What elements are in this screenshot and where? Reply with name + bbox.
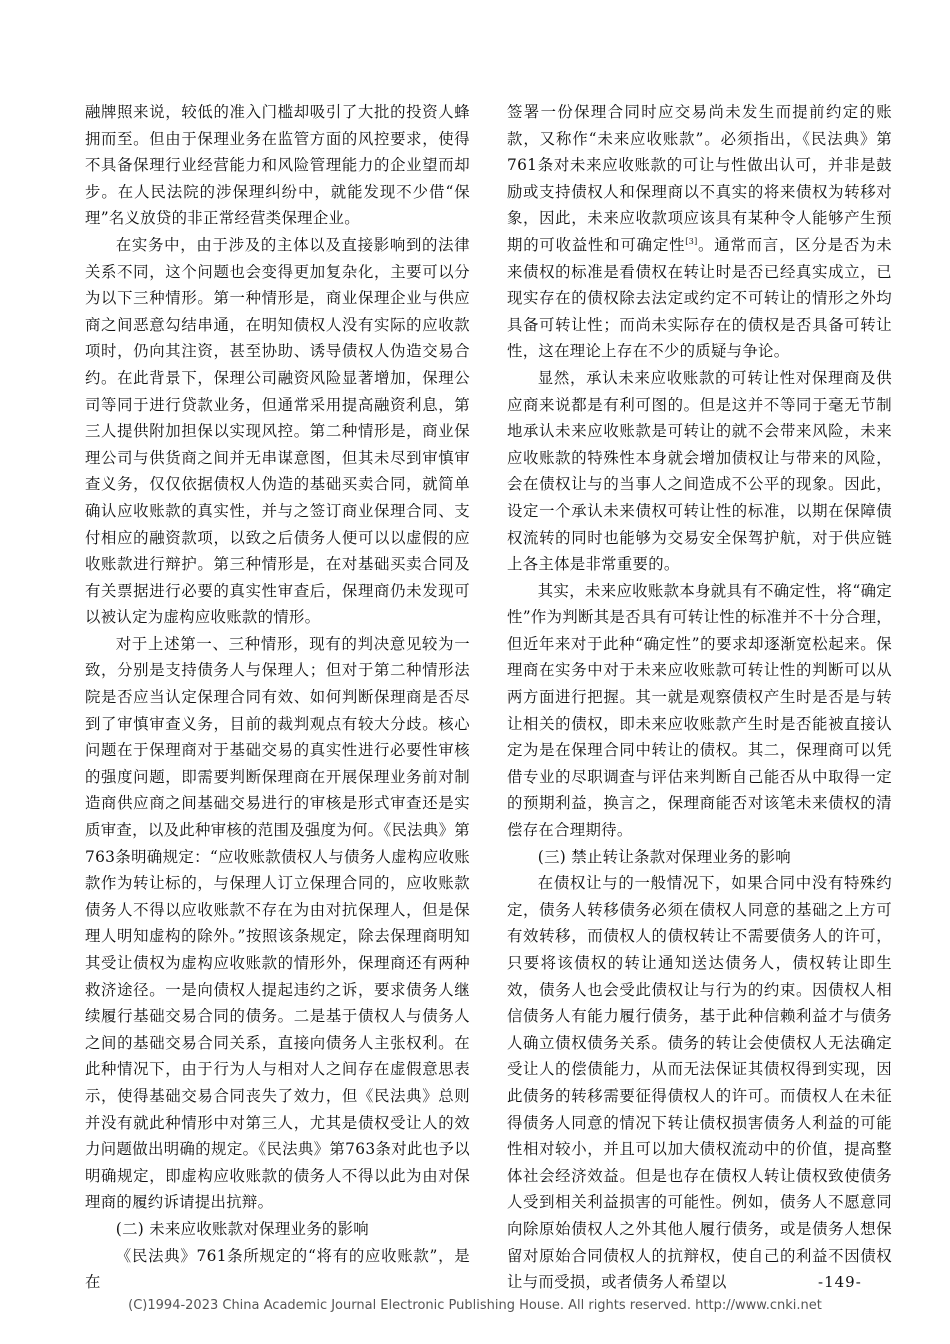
section-heading-prohibition-clause: (三) 禁止转让条款对保理业务的影响: [537, 847, 791, 866]
page-number: -149-: [818, 1273, 862, 1291]
future-text-a: 签署一份保理合同时应交易尚未发生而提前约定的账款，又称作“未来应收账款”。必须指出，《民法典》第761条对未来应收账款的可让与性做出认可，并非是鼓励或支持债权人和保理商以不真实的将来债权为转移对象，因此，未来应收款项应该具有某种令人能够产生预期的可收益性和可确定性: [507, 103, 892, 254]
copyright-footer: (C)1994-2023 China Academic Journal Electronic Publishing House. All rights reserved. http://www.cnki.net: [128, 1298, 822, 1313]
paragraph-future-start: 《民法典》761条所规定的“将有的应收账款”，是在: [85, 1246, 470, 1292]
paragraph-situations: 在实务中，由于涉及的主体以及直接影响到的法律关系不同，这个问题也会变得更加复杂化，主要可以分为以下三种情形。第一种情形是，商业保理企业与供应商之间恶意勾结串通，在明知债权人没有实际的应收款项时，仍向其注资，甚至协助、诱导债权人伪造交易合约。在此背景下，保理公司融资风险显著增加，保理公司等同于进行贷款业务，但通常采用提高融资利息，第三人提供附加担保以实现风控。第二种情形是，商业保理公司与供货商之间并无串谋意图，但其未尽到审慎审查义务，仅仅依据债权人伪造的基础买卖合同，就简单确认应收账款的真实性，并与之签订商业保理合同、支付相应的融资款项，以致之后债务人便可以以虚假的应收账款进行辩护。第三种情形是，在对基础买卖合同及有关票据进行必要的真实性审查后，保理商仍未发现可以被认定为虚构应收账款的情形。: [85, 235, 470, 627]
paragraph-actually: 其实，未来应收账款本身就具有不确定性，将“确定性”作为判断其是否具有可转让性的标准并不十分合理，但近年来对于此种“确定性”的要求却逐渐宽松起来。保理商在实务中对于未来应收账款可转让性的判断可以从两方面进行把握。其一就是观察债权产生时是否是与转让相关的债权，即未来应收账款产生时是否能被直接认定为是在保理合同中转让的债权。其二，保理商可以凭借专业的尽职调查与评估来判断自己能否从中取得一定的预期利益，换言之，保理商能否对该笔未来债权的清偿存在合理期待。: [507, 581, 892, 840]
section-heading-future-receivables: (二) 未来应收账款对保理业务的影响: [115, 1219, 369, 1238]
left-column: [85, 99, 470, 1296]
right-column: [507, 99, 892, 1296]
paragraph-judgment: 对于上述第一、三种情形，现有的判决意见较为一致，分别是支持债务人与保理人；但对于第二种情形法院是否应当认定保理合同有效、如何判断保理商是否尽到了审慎审查义务，目前的裁判观点有较大分歧。核心问题在于保理商对于基础交易的真实性进行必要性审核的强度问题，即需要判断保理商在开展保理业务前对制造商供应商之间基础交易进行的审核是形式审查还是实质审查，以及此种审核的范围及强度为何。《民法典》第763条明确规定：“应收账款债权人与债务人虚构应收账款作为转让标的，与保理人订立保理合同的，应收账款债务人不得以应收账款不存在为由对抗保理人，但是保理人明知虚构的除外。”按照该条规定，除去保理商明知其受让债权为虚构应收账款的情形外，保理商还有两种救济途径。一是向债权人提起违约之诉，要求债务人继续履行基础交易合同的债务。二是基于债权人与债务人之间的基础交易合同关系，直接向债务人主张权利。在此种情况下，由于行为人与相对人之间存在虚假意思表示，使得基础交易合同丧失了效力，但《民法典》总则并没有就此种情形中对第三人，尤其是债权受让人的效力问题做出明确的规定。《民法典》第763条对此也予以明确规定，即虚构应收账款的债务人不得以此为由对保理商的履约诉请提出抗辩。: [85, 634, 470, 1212]
paragraph-prohibition: 在债权让与的一般情况下，如果合同中没有特殊约定，债务人转移债务必须在债权人同意的基础之上方可有效转移，而债权人的债权转让不需要债务人的许可，只要将该债权的转让通知送达债务人，债权转让即生效，债务人也会受此债权让与行为的约束。因债权人相信债务人有能力履行债务，基于此种信赖利益才与债务人确立债权债务关系。债务的转让会使债权人无法确定受让人的偿债能力，从而无法保证其债权得到实现，因此债务的转移需要征得债权人的许可。而债权人在未征得债务人同意的情况下转让债权损害债务人利益的可能性相对较小，并且可以加大债权流动中的价值，提高整体社会经济效益。但是也存在债权人转让债权致使债务人受到相关利益损害的可能性。例如，债务人不愿意同向除原始债权人之外其他人履行债务，或是债务人想保留对原始合同债权人的抗辩权，使自己的利益不因债权让与而受损，或者债务人希望以: [507, 874, 892, 1292]
reference-mark: [3]: [685, 236, 698, 246]
paragraph-obviously: 显然，承认未来应收账款的可转让性对保理商及供应商来说都是有利可图的。但是这并不等同于毫无节制地承认未来应收账款是可转让的就不会带来风险，未来应收账款的特殊性本身就会增加债权让与带来的风险，会在债权让与的当事人之间造成不公平的现象。因此，设定一个承认未来债权可转让性的标准，以期在保障债权流转的同时也能够为交易安全保驾护航，对于供应链上各主体是非常重要的。: [507, 368, 892, 574]
paragraph-intro: 融牌照来说，较低的准入门槛却吸引了大批的投资人蜂拥而至。但由于保理业务在监管方面的风控要求，使得不具备保理行业经营能力和风险管理能力的企业望而却步。在人民法院的涉保理纠纷中，就能发现不少借“保理”名义放贷的非正常经营类保理企业。: [85, 103, 470, 228]
paragraph-future-continued: [507, 99, 892, 365]
future-text-b: 。通常而言，区分是否为未来债权的标准是看债权在转让时是否已经真实成立，已现实存在的债权除去法定或约定不可转让的情形之外均具备可转让性；而尚未实际存在的债权是否具备可转让性，这在理论上存在不少的质疑与争论。: [507, 235, 892, 361]
